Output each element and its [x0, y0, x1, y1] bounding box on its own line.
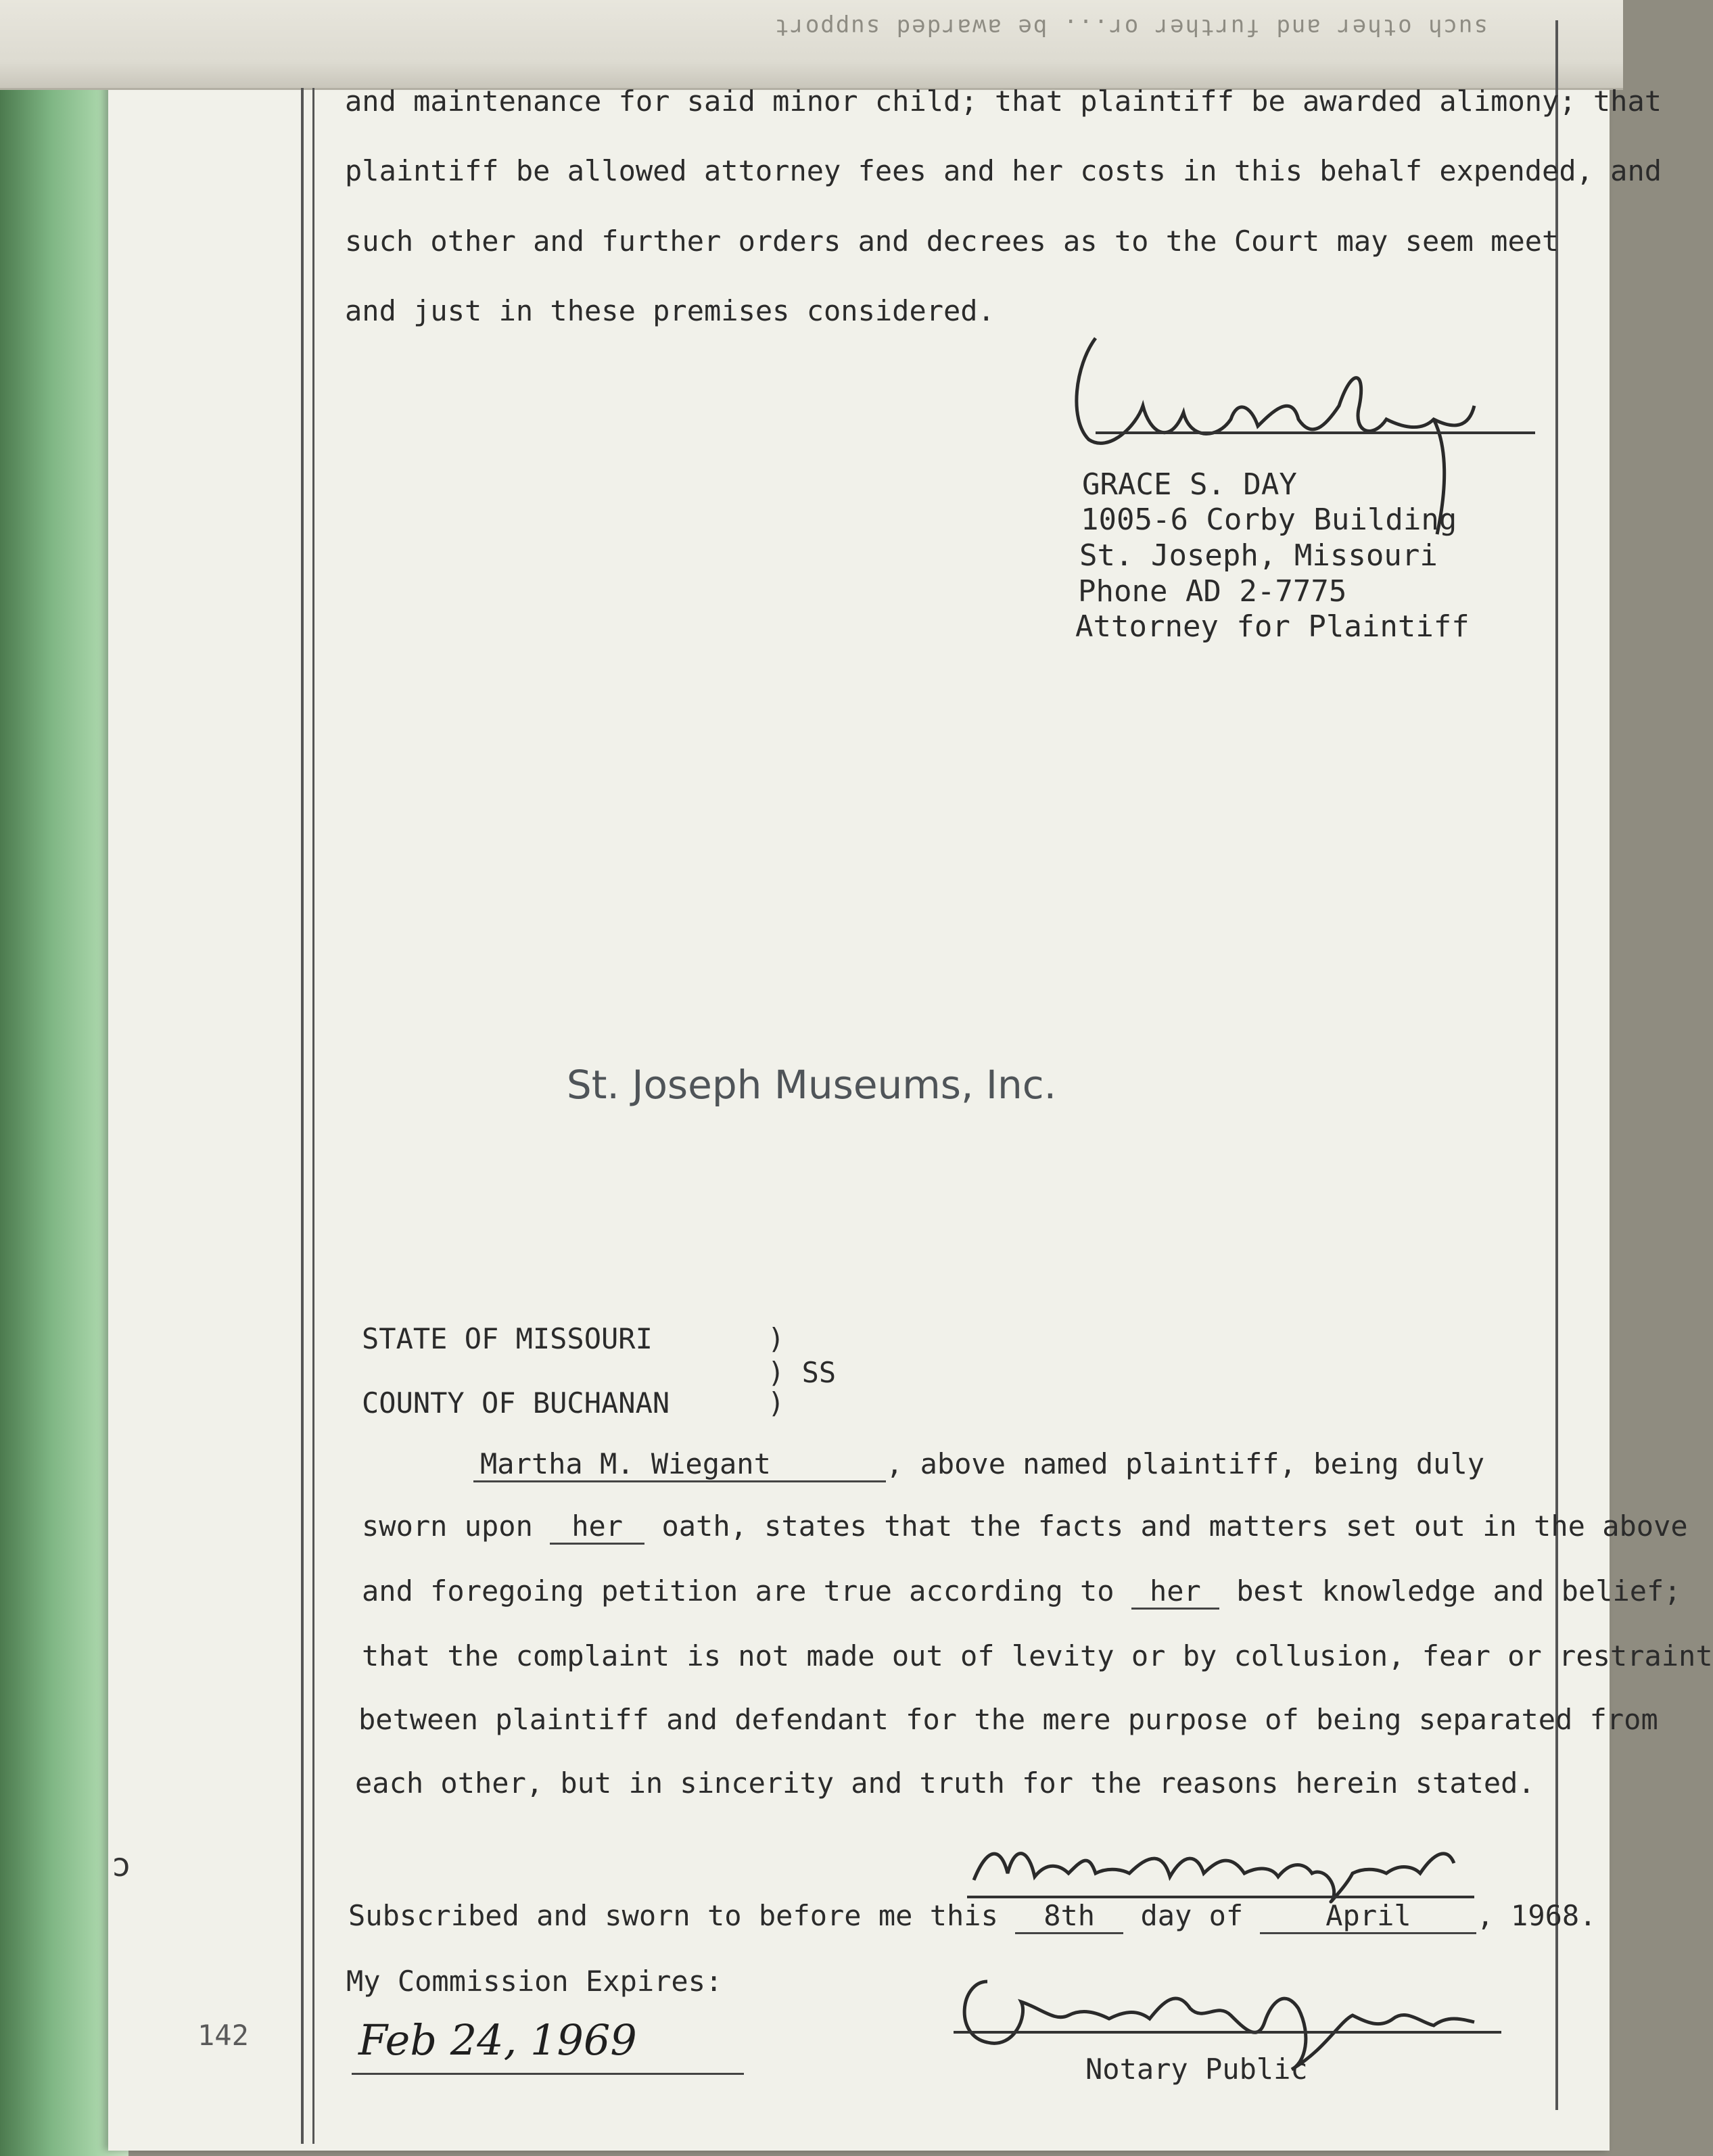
previous-page-text: such other and further or... be awarded support — [773, 14, 1488, 41]
commission-label: My Commission Expires: — [346, 1965, 723, 1998]
jurat-line — [348, 1899, 1597, 1934]
notary-public-label: Notary Public — [1085, 2053, 1308, 2086]
affidavit-line-2-start: sworn upon — [362, 1509, 533, 1543]
jurat-month-field: April — [1260, 1899, 1476, 1934]
petition-line-1: and maintenance for said minor child; that plaintiff be awarded alimony; that — [345, 85, 1662, 118]
venue-ss: ) SS — [768, 1356, 837, 1389]
venue-state: STATE OF MISSOURI — [362, 1322, 653, 1355]
petition-line-2: plaintiff be allowed attorney fees and her costs in this behalf expended, and — [345, 154, 1662, 187]
left-margin-rule — [301, 88, 304, 2144]
plaintiff-name-field: Martha M. Wiegant — [473, 1447, 886, 1482]
attorney-role: Attorney for Plaintiff — [1075, 609, 1470, 644]
affidavit-line-1 — [473, 1447, 1484, 1482]
affidavit-line-5: between plaintiff and defendant for the mere purpose of being separated from — [358, 1703, 1658, 1736]
petition-line-4: and just in these premises considered. — [345, 294, 995, 327]
page-number: 142 — [197, 2019, 249, 2052]
left-margin-rule-inner — [312, 88, 314, 2144]
margin-mark: ɔ — [112, 1846, 131, 1884]
jurat-year: , 1968. — [1476, 1899, 1597, 1932]
attorney-name: GRACE S. DAY — [1082, 467, 1297, 502]
affidavit-line-2-end: oath, states that the facts and matters set out in the above — [661, 1509, 1688, 1543]
affidavit-line-3-start: and foregoing petition are true according to — [362, 1574, 1114, 1608]
jurat-day-field: 8th — [1015, 1899, 1123, 1934]
affidavit-line-1-text: , above named plaintiff, being duly — [886, 1447, 1485, 1480]
affidavit-line-3-end: best knowledge and belief; — [1236, 1574, 1681, 1608]
pronoun-field-2: her — [1131, 1574, 1219, 1610]
attorney-phone: Phone AD 2-7775 — [1078, 574, 1347, 609]
affidavit-line-2 — [362, 1509, 1688, 1545]
affidavit-line-6: each other, but in sincerity and truth for the reasons herein stated. — [355, 1766, 1535, 1800]
venue-paren-top: ) — [768, 1322, 785, 1355]
affidavit-line-3 — [362, 1574, 1681, 1610]
venue-paren-bottom: ) — [768, 1386, 785, 1420]
commission-date: Feb 24, 1969 — [358, 2015, 637, 2065]
petition-line-3: such other and further orders and decrees as to the Court may seem meet — [345, 225, 1559, 258]
jurat-subscribed: Subscribed and sworn to before me this — [348, 1899, 998, 1932]
jurat-day-of: day of — [1140, 1899, 1244, 1932]
venue-county: COUNTY OF BUCHANAN — [362, 1386, 670, 1420]
attorney-address-2: St. Joseph, Missouri — [1079, 538, 1438, 573]
previous-page-edge — [0, 0, 1623, 90]
commission-date-line — [352, 2073, 744, 2075]
pronoun-field-1: her — [550, 1509, 644, 1545]
affidavit-line-4: that the complaint is not made out of levity or by collusion, fear or restraint — [362, 1639, 1713, 1672]
attorney-address-1: 1005-6 Corby Building — [1081, 502, 1457, 537]
watermark: St. Joseph Museums, Inc. — [566, 1062, 1057, 1108]
